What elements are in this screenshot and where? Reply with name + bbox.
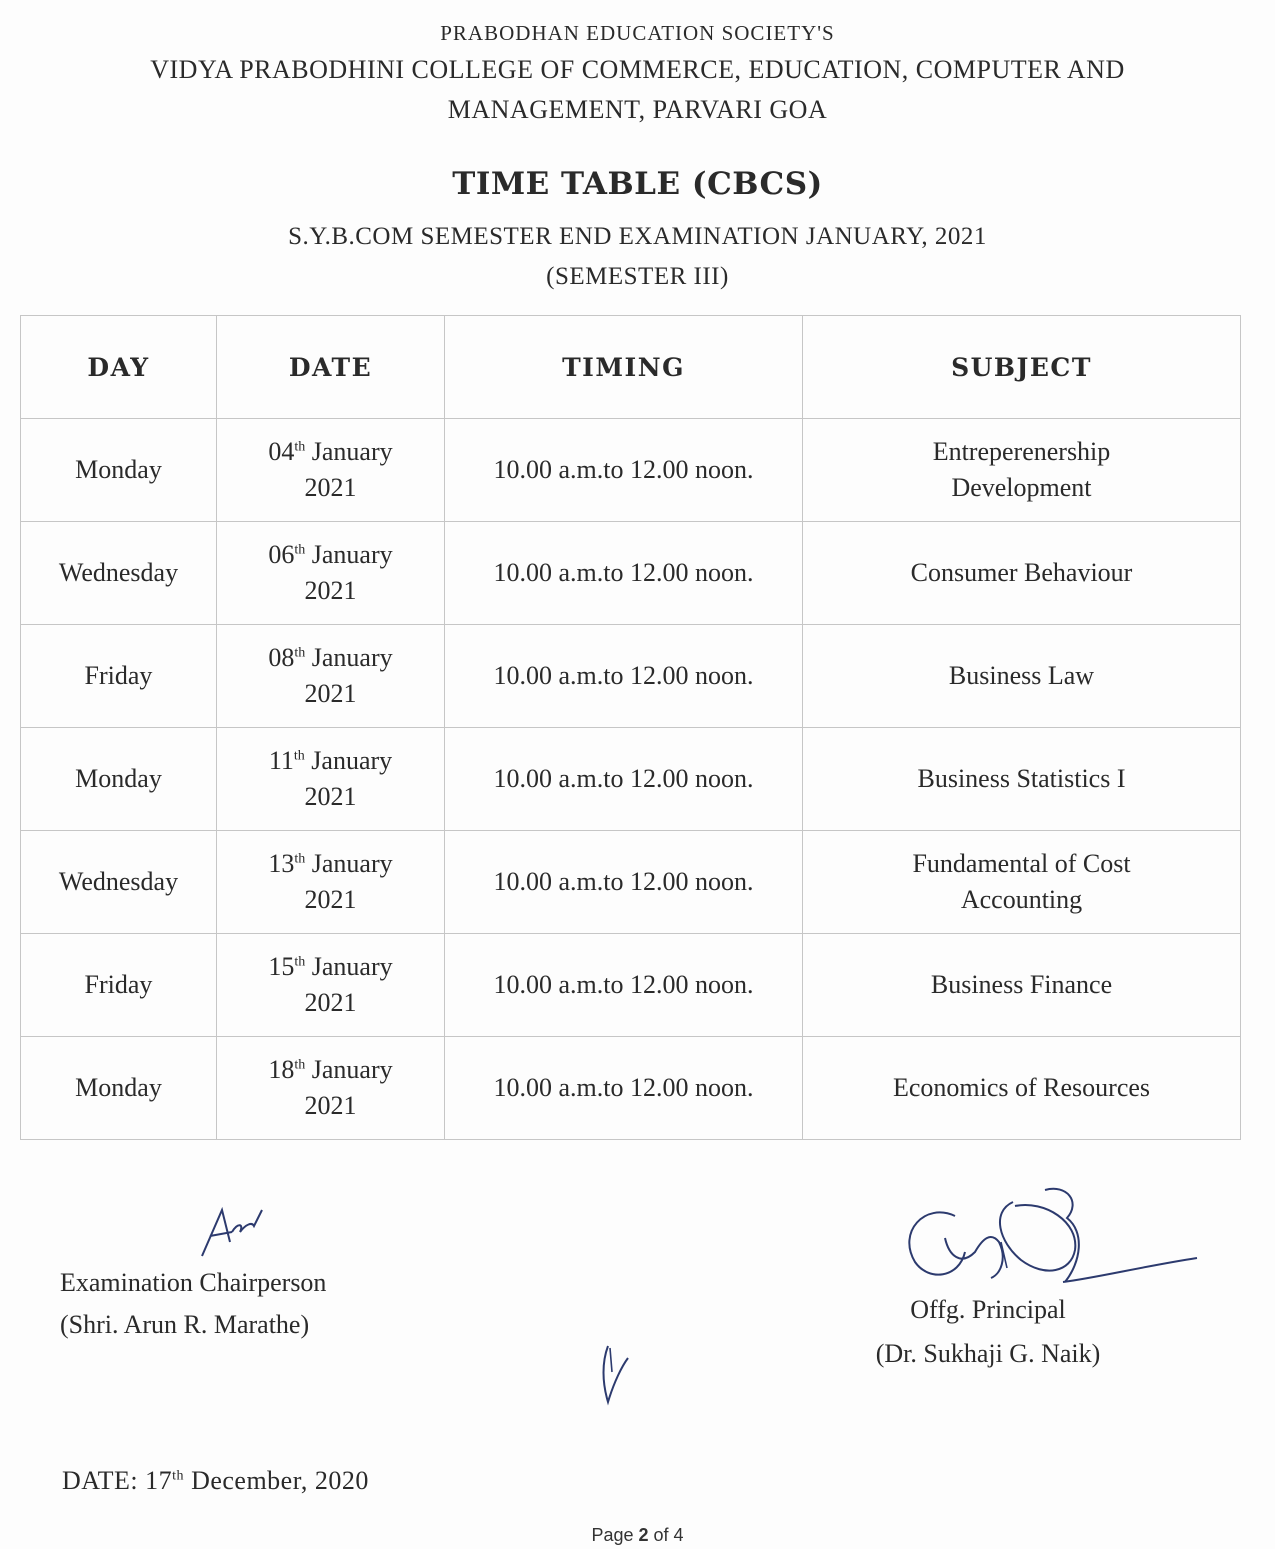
date-cell bbox=[217, 934, 445, 1037]
date-month: January bbox=[311, 540, 393, 569]
date-month: January bbox=[311, 746, 393, 775]
subject-cell: Economics of Resources bbox=[803, 1037, 1241, 1140]
page-title: TIME TABLE (CBCS) bbox=[452, 166, 823, 202]
date-year: 2021 bbox=[304, 988, 357, 1017]
column-header-date: DATE bbox=[217, 316, 445, 419]
date-cell bbox=[217, 522, 445, 625]
column-header-day: DAY bbox=[21, 316, 217, 419]
chairperson-signature-block bbox=[60, 1262, 326, 1346]
subject-cell: Consumer Behaviour bbox=[803, 522, 1241, 625]
issue-date-rest: December, 2020 bbox=[184, 1466, 369, 1495]
timing-cell: 10.00 a.m.to 12.00 noon. bbox=[445, 831, 803, 934]
timing-cell: 10.00 a.m.to 12.00 noon. bbox=[445, 419, 803, 522]
date-day-month bbox=[218, 434, 443, 470]
date-number: 04 bbox=[268, 437, 295, 466]
date-month: January bbox=[311, 643, 393, 672]
table-row bbox=[21, 728, 1241, 831]
exam-subtitle-line2: (SEMESTER III) bbox=[546, 263, 729, 290]
date-cell bbox=[217, 831, 445, 934]
exam-subtitle bbox=[0, 217, 1275, 297]
principal-signature-block bbox=[838, 1288, 1138, 1376]
table-row bbox=[21, 625, 1241, 728]
date-day-month bbox=[218, 949, 443, 985]
date-year: 2021 bbox=[304, 576, 357, 605]
page-current: 2 bbox=[638, 1525, 649, 1545]
timetable-body bbox=[21, 419, 1241, 1140]
exam-subtitle-line1: S.Y.B.COM SEMESTER END EXAMINATION JANUARY, 2021 bbox=[288, 223, 987, 250]
date-ordinal-suffix: th bbox=[294, 1057, 306, 1073]
college-name bbox=[0, 50, 1275, 130]
page-of: of bbox=[648, 1525, 674, 1545]
date-number: 11 bbox=[268, 746, 294, 775]
date-year: 2021 bbox=[304, 679, 357, 708]
day-cell: Monday bbox=[21, 1037, 217, 1140]
date-year: 2021 bbox=[304, 473, 357, 502]
timing-cell: 10.00 a.m.to 12.00 noon. bbox=[445, 1037, 803, 1140]
date-ordinal-suffix: th bbox=[294, 954, 306, 970]
timetable-header-row bbox=[21, 316, 1241, 419]
timing-cell: 10.00 a.m.to 12.00 noon. bbox=[445, 522, 803, 625]
column-header-subject: SUBJECT bbox=[803, 316, 1241, 419]
date-ordinal-suffix: th bbox=[293, 748, 305, 764]
chairperson-role: Examination Chairperson bbox=[60, 1268, 327, 1297]
issue-date-suffix: th bbox=[172, 1468, 185, 1484]
date-day-month bbox=[218, 743, 443, 779]
date-ordinal-suffix: th bbox=[294, 645, 306, 661]
table-row bbox=[21, 934, 1241, 1037]
issue-date-label: DATE: 17 bbox=[62, 1466, 173, 1495]
date-ordinal-suffix: th bbox=[294, 542, 306, 558]
date-number: 18 bbox=[268, 1055, 295, 1084]
timing-cell: 10.00 a.m.to 12.00 noon. bbox=[445, 728, 803, 831]
society-name: PRABODHAN EDUCATION SOCIETY'S bbox=[440, 21, 835, 45]
day-cell: Friday bbox=[21, 934, 217, 1037]
principal-role: Offg. Principal bbox=[910, 1295, 1066, 1324]
college-name-line2: MANAGEMENT, PARVARI GOA bbox=[447, 95, 828, 124]
date-day-month bbox=[218, 537, 443, 573]
timing-cell: 10.00 a.m.to 12.00 noon. bbox=[445, 934, 803, 1037]
day-cell: Wednesday bbox=[21, 831, 217, 934]
table-row bbox=[21, 522, 1241, 625]
date-number: 13 bbox=[268, 849, 295, 878]
initial-mark bbox=[598, 1342, 634, 1412]
subject-cell: Entreperenership Development bbox=[803, 419, 1241, 522]
page-label: Page bbox=[591, 1525, 639, 1545]
date-day-month bbox=[218, 640, 443, 676]
date-year: 2021 bbox=[304, 782, 357, 811]
date-year: 2021 bbox=[304, 885, 357, 914]
page-number bbox=[0, 1525, 1275, 1546]
date-ordinal-suffix: th bbox=[294, 439, 306, 455]
date-number: 06 bbox=[268, 540, 295, 569]
date-day-month bbox=[218, 1052, 443, 1088]
date-number: 08 bbox=[268, 643, 295, 672]
day-cell: Wednesday bbox=[21, 522, 217, 625]
subject-cell: Business Statistics I bbox=[803, 728, 1241, 831]
table-row bbox=[21, 831, 1241, 934]
table-row bbox=[21, 419, 1241, 522]
issue-date bbox=[62, 1466, 369, 1496]
timetable bbox=[20, 315, 1241, 1140]
day-cell: Monday bbox=[21, 728, 217, 831]
date-month: January bbox=[311, 849, 393, 878]
chairperson-name: (Shri. Arun R. Marathe) bbox=[60, 1310, 310, 1339]
date-cell bbox=[217, 419, 445, 522]
day-cell: Friday bbox=[21, 625, 217, 728]
date-month: January bbox=[311, 1055, 393, 1084]
date-cell bbox=[217, 728, 445, 831]
table-row bbox=[21, 1037, 1241, 1140]
subject-cell: Business Law bbox=[803, 625, 1241, 728]
subject-cell: Business Finance bbox=[803, 934, 1241, 1037]
day-cell: Monday bbox=[21, 419, 217, 522]
college-name-line1: VIDYA PRABODHINI COLLEGE OF COMMERCE, EDUCATION, COMPUTER AND bbox=[150, 55, 1125, 84]
timing-cell: 10.00 a.m.to 12.00 noon. bbox=[445, 625, 803, 728]
date-ordinal-suffix: th bbox=[294, 851, 306, 867]
date-cell bbox=[217, 1037, 445, 1140]
date-year: 2021 bbox=[304, 1091, 357, 1120]
date-number: 15 bbox=[268, 952, 295, 981]
date-month: January bbox=[311, 437, 393, 466]
document-header bbox=[0, 20, 1275, 130]
column-header-timing: TIMING bbox=[445, 316, 803, 419]
date-day-month bbox=[218, 846, 443, 882]
principal-name: (Dr. Sukhaji G. Naik) bbox=[875, 1339, 1101, 1368]
date-month: January bbox=[311, 952, 393, 981]
date-cell bbox=[217, 625, 445, 728]
page-total: 4 bbox=[673, 1525, 684, 1545]
chairperson-signature-mark bbox=[196, 1202, 268, 1262]
subject-cell: Fundamental of Cost Accounting bbox=[803, 831, 1241, 934]
